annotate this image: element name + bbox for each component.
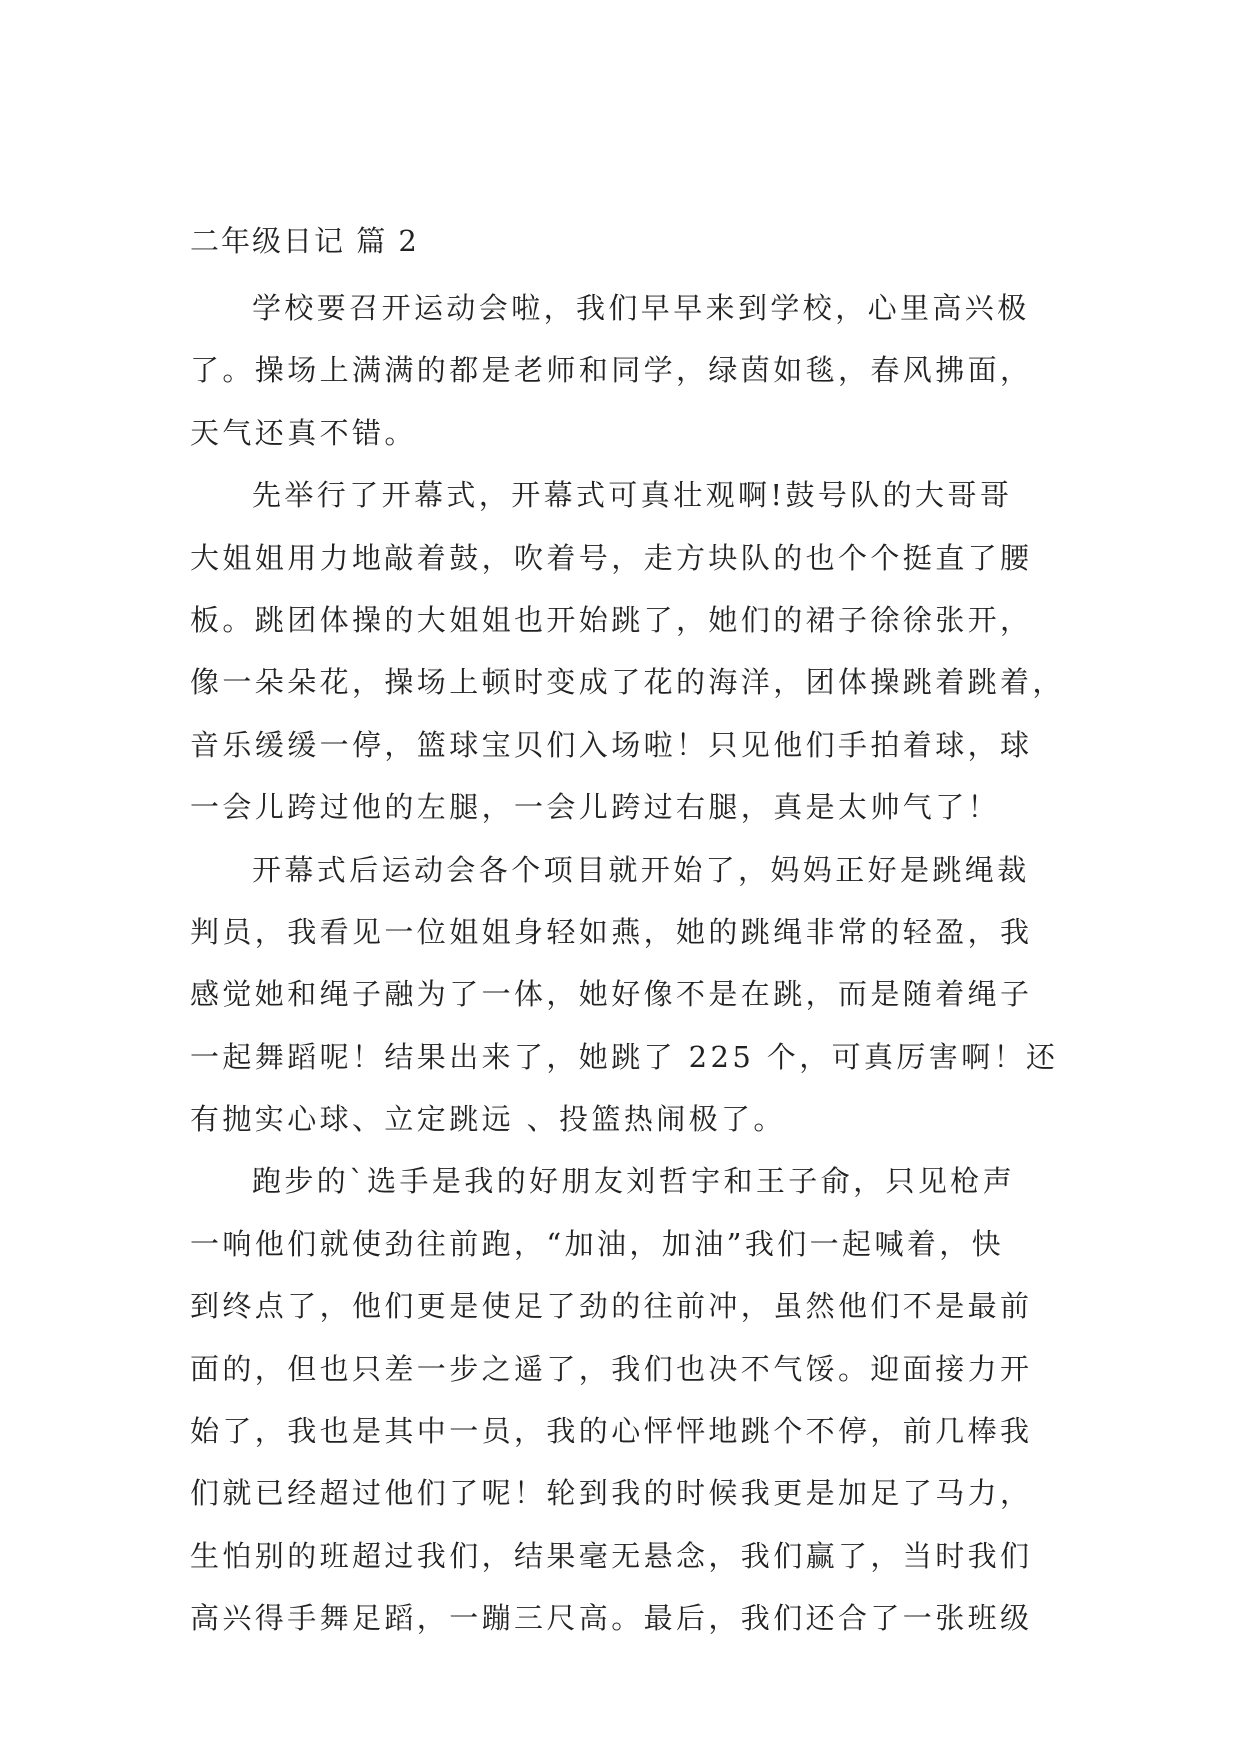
text-line: 大姐姐用力地敲着鼓，吹着号，走方块队的也个个挺直了腰 xyxy=(190,540,1033,575)
text-line: 一起舞蹈呢！结果出来了，她跳了 225 个，可真厉害啊！还 xyxy=(190,1039,1059,1074)
text-line: 音乐缓缓一停，篮球宝贝们入场啦！只见他们手拍着球，球 xyxy=(190,727,1033,762)
text-line: 像一朵朵花，操场上顿时变成了花的海洋，团体操跳着跳着， xyxy=(190,665,1065,700)
text-line: 始了，我也是其中一员，我的心怦怦地跳个不停，前几棒我 xyxy=(190,1414,1033,1449)
text-line: 们就已经超过他们了呢！轮到我的时候我更是加足了马力， xyxy=(190,1476,1033,1511)
text-line: 生怕别的班超过我们，结果毫无悬念，我们赢了，当时我们 xyxy=(190,1538,1033,1573)
text-line: 有抛实心球、立定跳远 、投篮热闹极了。 xyxy=(190,1102,786,1137)
text-line: 判员，我看见一位姐姐身轻如燕，她的跳绳非常的轻盈，我 xyxy=(190,914,1033,949)
text-line: 面的，但也只差一步之遥了，我们也决不气馁。迎面接力开 xyxy=(190,1351,1033,1386)
text-line: 跑步的`选手是我的好朋友刘哲宇和王子俞，只见枪声 xyxy=(252,1164,1016,1199)
text-line: 一响他们就使劲往前跑，“加油，加油”我们一起喊着，快 xyxy=(190,1226,1005,1261)
text-line: 感觉她和绳子融为了一体，她好像不是在跳，而是随着绳子 xyxy=(190,977,1033,1012)
text-line: 天气还真不错。 xyxy=(190,415,417,450)
text-line: 到终点了，他们更是使足了劲的往前冲，虽然他们不是最前 xyxy=(190,1289,1033,1324)
text-line: 先举行了开幕式，开幕式可真壮观啊!鼓号队的大哥哥 xyxy=(252,478,1013,513)
text-line: 高兴得手舞足蹈，一蹦三尺高。最后，我们还合了一张班级 xyxy=(190,1601,1033,1636)
text-line: 板。跳团体操的大姐姐也开始跳了，她们的裙子徐徐张开， xyxy=(190,602,1033,637)
text-line: 一会儿跨过他的左腿，一会儿跨过右腿，真是太帅气了！ xyxy=(190,790,1001,825)
text-line: 开幕式后运动会各个项目就开始了，妈妈正好是跳绳裁 xyxy=(252,852,1030,887)
document-title: 二年级日记 篇 2 xyxy=(190,224,419,258)
document-body xyxy=(190,277,1065,1650)
text-line: 学校要召开运动会啦，我们早早来到学校，心里高兴极 xyxy=(252,291,1030,325)
text-line: 了。操场上满满的都是老师和同学，绿茵如毯，春风拂面， xyxy=(190,353,1033,388)
